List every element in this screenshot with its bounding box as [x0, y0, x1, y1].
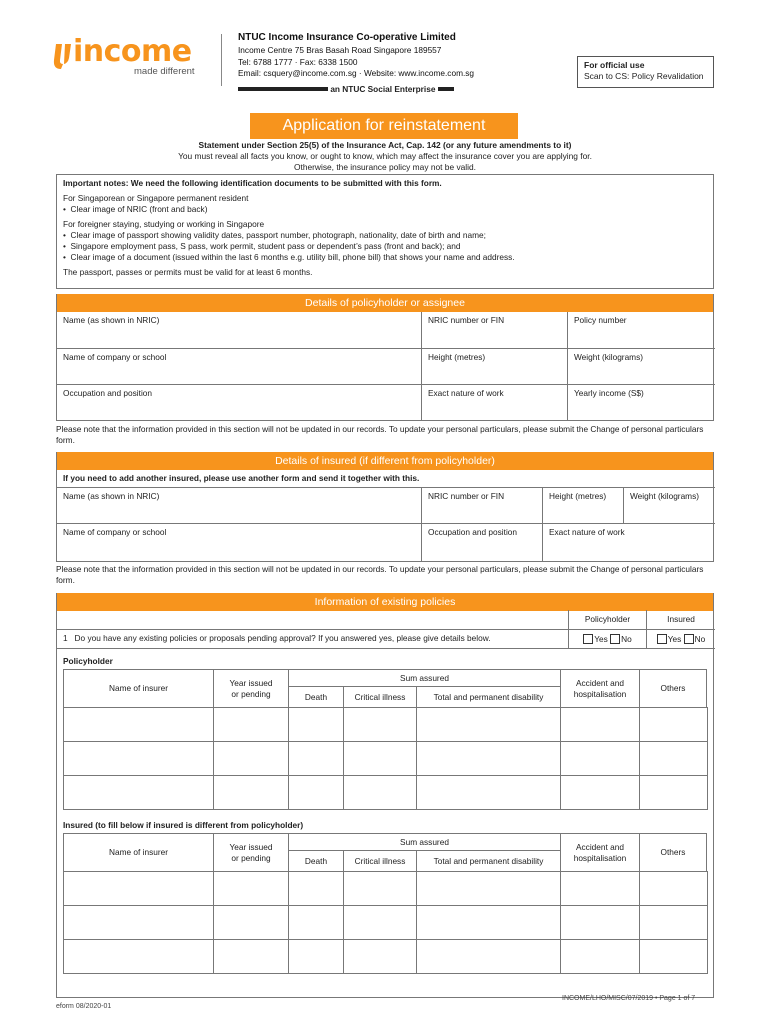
entry-cell-death[interactable] [288, 939, 344, 974]
notes-validity: The passport, passes or permits must be valid for at least 6 months. [63, 267, 313, 277]
entry-cell-accident[interactable] [560, 939, 640, 974]
th-sum-assured: Sum assured [288, 669, 561, 687]
entry-cell-death[interactable] [288, 871, 344, 906]
insured-note: Please note that the information provided in this section will not be updated in our records. To update your personal particulars, please submit the Change of personal particulars form. [56, 564, 704, 585]
ph-company-field[interactable]: Name of company or school [57, 349, 422, 385]
ins-weight-field[interactable]: Weight (kilograms) [624, 488, 715, 524]
statement-line-1: Statement under Section 25(5) of the Insurance Act, Cap. 142 (or any future amendments to it) [198, 140, 572, 150]
entry-cell-tpd[interactable] [416, 905, 561, 940]
header-divider [221, 34, 222, 86]
notes-fr-item-3: • Clear image of a document (issued within the last 6 months e.g. utility bill, phone bill) that shows your name and address. [63, 252, 515, 262]
ph-income-field[interactable]: Yearly income (S$) [574, 388, 644, 398]
entry-cell-accident[interactable] [560, 741, 640, 776]
insured-subtitle: If you need to add another insured, please use another form and send it together with this. [57, 470, 715, 488]
company-email-web: Email: csquery@income.com.sg · Website: www.income.com.sg [238, 68, 475, 78]
important-notes [56, 174, 714, 289]
entry-cell-accident[interactable] [560, 871, 640, 906]
footer-form-code: eform 08/2020-01 [56, 1003, 112, 1010]
ph-name-field[interactable]: Name (as shown in NRIC) [57, 312, 422, 349]
th-critical-illness: Critical illness [343, 850, 417, 872]
th-death: Death [288, 850, 344, 872]
th-sum-assured: Sum assured [288, 833, 561, 851]
logo-mark-icon [52, 42, 72, 70]
entry-cell-accident[interactable] [560, 905, 640, 940]
th-critical-illness: Critical illness [343, 686, 417, 708]
col-header-policyholder: Policyholder [568, 610, 647, 630]
ins-nric-field[interactable]: NRIC number or FIN [422, 488, 543, 524]
notes-sg-item: • Clear image of NRIC (front and back) [63, 204, 208, 214]
existing-policies-block [56, 611, 714, 998]
policyholder-section-title: Details of policyholder or assignee [56, 294, 714, 312]
statement [56, 140, 714, 172]
ins-company-field[interactable]: Name of company or school [57, 524, 422, 561]
ph-table-rows [63, 707, 707, 811]
company-address: Income Centre 75 Bras Basah Road Singapore 189557 [238, 45, 442, 55]
entry-cell-insurer[interactable] [63, 775, 214, 810]
official-use-title: For official use [584, 60, 645, 70]
ph-nric-field[interactable]: NRIC number or FIN [422, 312, 568, 349]
income-logo [52, 36, 212, 81]
entry-cell-others[interactable] [639, 939, 708, 974]
entry-cell-tpd[interactable] [416, 939, 561, 974]
insured-details-table [56, 470, 714, 562]
entry-cell-critical[interactable] [343, 905, 417, 940]
entry-cell-insurer[interactable] [63, 939, 214, 974]
ph-yes-checkbox[interactable] [583, 634, 593, 644]
notes-fr-item-2: • Singapore employment pass, S pass, work permit, student pass or dependent’s pass (front and back); and [63, 241, 461, 251]
question-1: 1 Do you have any existing policies or proposals pending approval? If you answered yes, please give details below. [57, 630, 568, 649]
entry-cell-tpd[interactable] [416, 741, 561, 776]
company-name: NTUC Income Insurance Co-operative Limited [238, 32, 456, 43]
entry-cell-critical[interactable] [343, 707, 417, 742]
entry-cell-tpd[interactable] [416, 775, 561, 810]
entry-cell-death[interactable] [288, 741, 344, 776]
insured-section-title: Details of insured (if different from policyholder) [56, 452, 714, 470]
notes-fr-item-1: • Clear image of passport showing validity dates, passport number, photograph, nationality, date of birth and name; [63, 230, 486, 240]
th-accident: Accident and hospitalisation [560, 833, 640, 872]
ins-nature-field[interactable]: Exact nature of work [549, 527, 625, 537]
logo-tagline: made different [134, 66, 195, 77]
ins-no-checkbox[interactable] [684, 634, 694, 644]
company-tel-fax: Tel: 6788 1777 · Fax: 6338 1500 [238, 56, 358, 67]
entry-cell-insurer[interactable] [63, 905, 214, 940]
th-others: Others [639, 833, 707, 872]
ins-occupation-field[interactable]: Occupation and position [422, 524, 543, 561]
statement-line-2: You must reveal all facts you know, or ought to know, which may affect the insurance cover you are applying for. [178, 150, 592, 161]
ins-height-field[interactable]: Height (metres) [543, 488, 624, 524]
th-name-of-insurer: Name of insurer [63, 669, 214, 708]
official-use-text: Scan to CS: Policy Revalidation [584, 71, 704, 81]
ph-policy-number-field[interactable]: Policy number [568, 312, 715, 349]
th-death: Death [288, 686, 344, 708]
ph-nature-field[interactable]: Exact nature of work [422, 385, 568, 420]
entry-cell-death[interactable] [288, 905, 344, 940]
entry-cell-others[interactable] [639, 775, 708, 810]
entry-cell-year[interactable] [213, 775, 289, 810]
entry-cell-year[interactable] [213, 741, 289, 776]
ins-subsection-label: Insured (to fill below if insured is different from policyholder) [63, 820, 304, 830]
entry-cell-others[interactable] [639, 905, 708, 940]
entry-cell-tpd[interactable] [416, 707, 561, 742]
notes-fr-heading: For foreigner staying, studying or working in Singapore [63, 219, 265, 229]
entry-cell-death[interactable] [288, 775, 344, 810]
social-text: an NTUC Social Enterprise [330, 83, 436, 94]
logo-text: income [73, 34, 192, 69]
entry-cell-insurer[interactable] [63, 707, 214, 742]
social-enterprise [238, 84, 518, 94]
th-others: Others [639, 669, 707, 708]
col-header-blank [57, 611, 568, 630]
ins-existing-table [63, 833, 707, 975]
page-title: Application for reinstatement [250, 113, 518, 139]
policyholder-details-table [56, 312, 714, 421]
notes-sg-heading: For Singaporean or Singapore permanent resident [63, 193, 249, 203]
th-name-of-insurer: Name of insurer [63, 833, 214, 872]
ins-name-field[interactable]: Name (as shown in NRIC) [57, 488, 422, 524]
existing-section-title: Information of existing policies [56, 593, 714, 611]
th-tpd: Total and permanent disability [416, 850, 561, 872]
entry-cell-insurer[interactable] [63, 741, 214, 776]
entry-cell-year[interactable] [213, 707, 289, 742]
entry-cell-tpd[interactable] [416, 871, 561, 906]
ins-yes-no: Yes No [646, 629, 715, 649]
entry-cell-year[interactable] [213, 939, 289, 974]
entry-cell-others[interactable] [639, 707, 708, 742]
entry-cell-accident[interactable] [560, 775, 640, 810]
ph-yes-no: Yes No [568, 629, 647, 649]
ph-existing-table [63, 669, 707, 811]
ins-yes-checkbox[interactable] [657, 634, 667, 644]
ph-height-field[interactable]: Height (metres) [422, 349, 568, 385]
company-info [238, 32, 518, 94]
ph-weight-field[interactable]: Weight (kilograms) [568, 349, 715, 385]
ph-occupation-field[interactable]: Occupation and position [57, 385, 422, 420]
statement-line-3: Otherwise, the insurance policy may not be valid. [293, 161, 476, 172]
entry-cell-death[interactable] [288, 707, 344, 742]
official-use-box [577, 56, 714, 88]
entry-cell-accident[interactable] [560, 707, 640, 742]
th-accident: Accident and hospitalisation [560, 669, 640, 708]
th-year-issued: Year issued or pending [213, 669, 289, 708]
entry-cell-year[interactable] [213, 905, 289, 940]
entry-cell-year[interactable] [213, 871, 289, 906]
th-year-issued: Year issued or pending [213, 833, 289, 872]
notes-heading: Important notes: We need the following identification documents to be submitted with this form. [63, 178, 442, 188]
entry-cell-insurer[interactable] [63, 871, 214, 906]
entry-cell-critical[interactable] [343, 871, 417, 906]
ph-subsection-label: Policyholder [63, 656, 113, 666]
policyholder-note: Please note that the information provided in this section will not be updated in our records. To update your personal particulars, please submit the Change of personal particulars form. [56, 424, 704, 445]
entry-cell-critical[interactable] [343, 775, 417, 810]
ph-no-checkbox[interactable] [610, 634, 620, 644]
col-header-insured: Insured [646, 610, 715, 630]
entry-cell-critical[interactable] [343, 939, 417, 974]
entry-cell-others[interactable] [639, 871, 708, 906]
footer-page-info: INCOME/LHO/MISC/07/2019 • Page 1 of 7 [562, 995, 696, 1002]
entry-cell-others[interactable] [639, 741, 708, 776]
ins-table-rows [63, 871, 707, 975]
entry-cell-critical[interactable] [343, 741, 417, 776]
th-tpd: Total and permanent disability [416, 686, 561, 708]
